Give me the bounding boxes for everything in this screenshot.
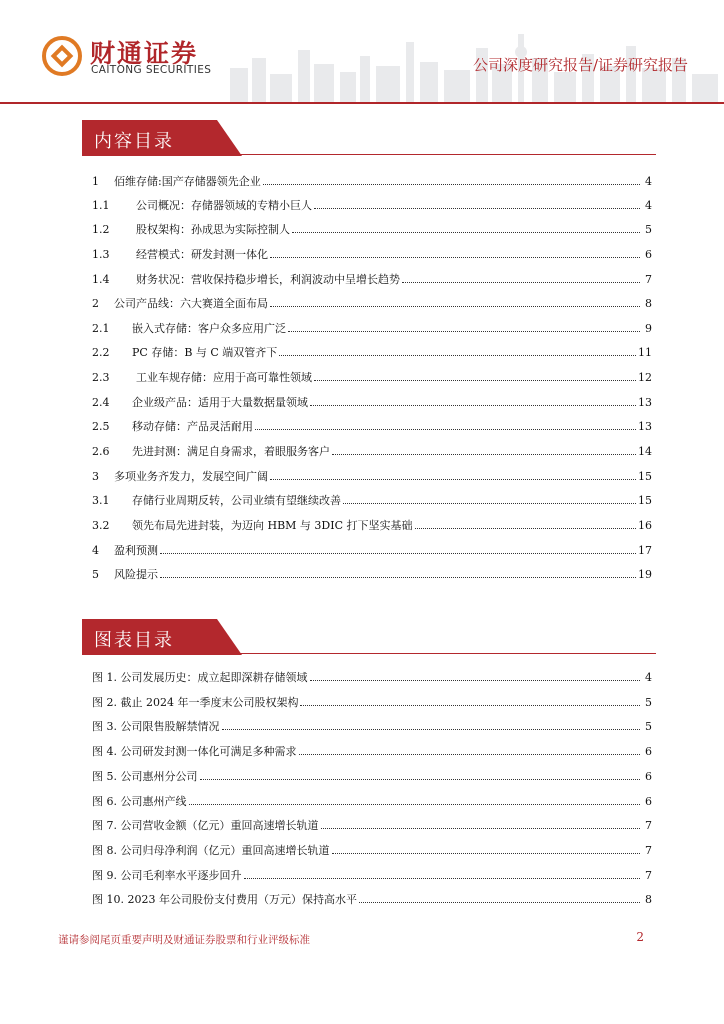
toc-leader-dots	[270, 257, 640, 258]
figure-entry-page: 7	[645, 844, 652, 857]
toc-entry-page: 19	[638, 568, 652, 581]
figures-banner-rule	[232, 653, 656, 654]
toc-entry-title: 佰维存储:国产存储器领先企业	[114, 175, 261, 188]
figure-entry-title: 图 9. 公司毛利率水平逐步回升	[92, 869, 242, 882]
toc-entry-title: 领先布局先进封装，为迈向 HBM 与 3DIC 打下坚实基础	[132, 519, 413, 532]
toc-entry-title: 多项业务齐发力，发展空间广阔	[114, 470, 268, 483]
toc-entry-title: PC 存储：B 与 C 端双管齐下	[132, 346, 278, 359]
toc-entry-number: 2.6	[92, 445, 110, 458]
footer-disclaimer: 谨请参阅尾页重要声明及财通证券股票和行业评级标准	[58, 934, 310, 946]
figure-entry-title: 图 7. 公司营收金额（亿元）重回高速增长轨道	[92, 819, 319, 832]
toc-entry-number: 2	[92, 297, 99, 310]
toc-leader-dots	[321, 828, 641, 829]
toc-entry-title: 嵌入式存储：客户众多应用广泛	[132, 322, 286, 335]
toc-entry-page: 15	[638, 494, 652, 507]
toc-entry-page: 4	[645, 175, 652, 188]
toc-entry-page: 13	[638, 420, 652, 433]
toc-entry-title: 公司概况：存储器领域的专精小巨人	[136, 199, 312, 212]
toc-entry-title: 公司产品线：六大赛道全面布局	[114, 297, 268, 310]
contents-title: 内容目录	[94, 131, 174, 152]
toc-entry-title: 存储行业周期反转，公司业绩有望继续改善	[132, 494, 341, 507]
toc-entry-page: 8	[645, 297, 652, 310]
toc-entry-page: 17	[638, 544, 652, 557]
toc-entry[interactable]	[92, 442, 652, 458]
figure-entry-title: 图 3. 公司限售股解禁情况	[92, 720, 220, 733]
toc-entry[interactable]	[92, 343, 652, 359]
toc-entry[interactable]	[92, 294, 652, 310]
figure-entry-page: 5	[645, 696, 652, 709]
figure-entry[interactable]	[92, 841, 652, 857]
figure-entry-page: 4	[645, 671, 652, 684]
figure-entry[interactable]	[92, 890, 652, 906]
toc-leader-dots	[343, 503, 636, 504]
toc-leader-dots	[314, 380, 636, 381]
toc-entry-title: 财务状况：营收保持稳步增长，利润波动中呈增长趋势	[136, 273, 400, 286]
toc-entry[interactable]	[92, 319, 652, 335]
toc-entry-page: 12	[638, 371, 652, 384]
toc-entry-number: 2.4	[92, 396, 110, 409]
toc-entry-page: 9	[645, 322, 652, 335]
toc-leader-dots	[310, 405, 636, 406]
header-divider	[0, 102, 724, 104]
toc-leader-dots	[314, 208, 640, 209]
figure-entry[interactable]	[92, 742, 652, 758]
figure-entry-title: 图 1. 公司发展历史：成立起即深耕存储领域	[92, 671, 308, 684]
brand-name-en: CAITONG SECURITIES	[91, 64, 212, 76]
toc-leader-dots	[270, 306, 640, 307]
toc-leader-dots	[160, 553, 636, 554]
report-type: 公司深度研究报告/证券研究报告	[472, 56, 688, 74]
toc-entry-page: 13	[638, 396, 652, 409]
toc-entry[interactable]	[92, 516, 652, 532]
figure-entry-page: 6	[645, 795, 652, 808]
toc-leader-dots	[222, 729, 641, 730]
toc-leader-dots	[244, 878, 641, 879]
toc-entry-number: 1.1	[92, 199, 110, 212]
figure-entry-page: 7	[645, 869, 652, 882]
toc-entry-title: 移动存储：产品灵活耐用	[132, 420, 253, 433]
toc-entry-number: 2.5	[92, 420, 110, 433]
toc-entry[interactable]	[92, 491, 652, 507]
figure-entry-page: 5	[645, 720, 652, 733]
toc-leader-dots	[300, 705, 640, 706]
page-header	[0, 0, 724, 104]
toc-entry-page: 11	[638, 346, 652, 359]
toc-entry-title: 股权架构：孙成思为实际控制人	[136, 223, 290, 236]
toc-leader-dots	[279, 355, 636, 356]
toc-leader-dots	[332, 853, 641, 854]
page-number: 2	[636, 930, 644, 944]
toc-entry-number: 1.2	[92, 223, 110, 236]
toc-entry-page: 5	[645, 223, 652, 236]
figure-entry[interactable]	[92, 866, 652, 882]
toc-entry[interactable]	[92, 417, 652, 433]
figure-entry-title: 图 6. 公司惠州产线	[92, 795, 187, 808]
toc-entry-page: 4	[645, 199, 652, 212]
toc-entry-number: 2.1	[92, 322, 110, 335]
toc-entry-title: 工业车规存储：应用于高可靠性领域	[136, 371, 312, 384]
brand-name-cn: 财通证券	[90, 39, 199, 68]
toc-entry[interactable]	[92, 270, 652, 286]
toc-entry[interactable]	[92, 541, 652, 557]
toc-entry-number: 4	[92, 544, 99, 557]
toc-entry-number: 1	[92, 175, 99, 188]
toc-entry[interactable]	[92, 565, 652, 581]
contents-banner-rule	[232, 154, 656, 155]
toc-entry[interactable]	[92, 245, 652, 261]
toc-entry-page: 7	[645, 273, 652, 286]
figure-entry-page: 6	[645, 745, 652, 758]
figures-title: 图表目录	[94, 630, 174, 651]
toc-entry[interactable]	[92, 172, 652, 188]
figure-entry-page: 7	[645, 819, 652, 832]
figure-entry-title: 图 5. 公司惠州分公司	[92, 770, 198, 783]
figure-entry[interactable]	[92, 717, 652, 733]
toc-entry-page: 16	[638, 519, 652, 532]
toc-leader-dots	[359, 902, 640, 903]
contents-banner	[82, 120, 656, 156]
figure-entry[interactable]	[92, 668, 652, 684]
toc-entry-number: 3.2	[92, 519, 110, 532]
figure-entry[interactable]	[92, 816, 652, 832]
toc-entry-title: 经营模式：研发封测一体化	[136, 248, 268, 261]
toc-entry-page: 6	[645, 248, 652, 261]
toc-leader-dots	[200, 779, 641, 780]
figures-banner	[82, 619, 656, 655]
figure-entry-title: 图 10. 2023 年公司股份支付费用（万元）保持高水平	[92, 893, 357, 906]
toc-entry[interactable]	[92, 220, 652, 236]
toc-leader-dots	[263, 184, 640, 185]
caitong-logo-icon	[40, 34, 84, 78]
toc-leader-dots	[310, 680, 641, 681]
toc-entry-number: 2.2	[92, 346, 110, 359]
toc-entry[interactable]	[92, 196, 652, 212]
toc-entry[interactable]	[92, 368, 652, 384]
toc-entry-title: 盈利预测	[114, 544, 158, 557]
figure-entry-page: 6	[645, 770, 652, 783]
toc-leader-dots	[332, 454, 636, 455]
toc-entry-title: 企业级产品：适用于大量数据量领域	[132, 396, 308, 409]
toc-entry-title: 先进封测：满足自身需求，着眼服务客户	[132, 445, 330, 458]
figure-entry-title: 图 8. 公司归母净利润（亿元）重回高速增长轨道	[92, 844, 330, 857]
figure-entry-page: 8	[645, 893, 652, 906]
toc-entry-number: 3	[92, 470, 99, 483]
toc-entry-page: 14	[638, 445, 652, 458]
toc-entry-number: 1.3	[92, 248, 110, 261]
toc-entry[interactable]	[92, 467, 652, 483]
toc-entry-number: 3.1	[92, 494, 110, 507]
toc-leader-dots	[160, 577, 636, 578]
toc-leader-dots	[402, 282, 640, 283]
toc-entry-number: 2.3	[92, 371, 110, 384]
figure-entry-title: 图 2. 截止 2024 年一季度末公司股权架构	[92, 696, 299, 709]
toc-leader-dots	[255, 429, 636, 430]
toc-entry-page: 15	[638, 470, 652, 483]
toc-leader-dots	[288, 331, 640, 332]
toc-entry-number: 5	[92, 568, 99, 581]
toc-leader-dots	[292, 232, 640, 233]
toc-leader-dots	[299, 754, 641, 755]
toc-entry-title: 风险提示	[114, 568, 158, 581]
figure-entry[interactable]	[92, 767, 652, 783]
toc-leader-dots	[270, 479, 636, 480]
toc-entry-number: 1.4	[92, 273, 110, 286]
toc-leader-dots	[189, 804, 641, 805]
toc-entry[interactable]	[92, 393, 652, 409]
figure-entry[interactable]	[92, 693, 652, 709]
toc-leader-dots	[415, 528, 636, 529]
figure-entry[interactable]	[92, 792, 652, 808]
figure-entry-title: 图 4. 公司研发封测一体化可满足多种需求	[92, 745, 297, 758]
